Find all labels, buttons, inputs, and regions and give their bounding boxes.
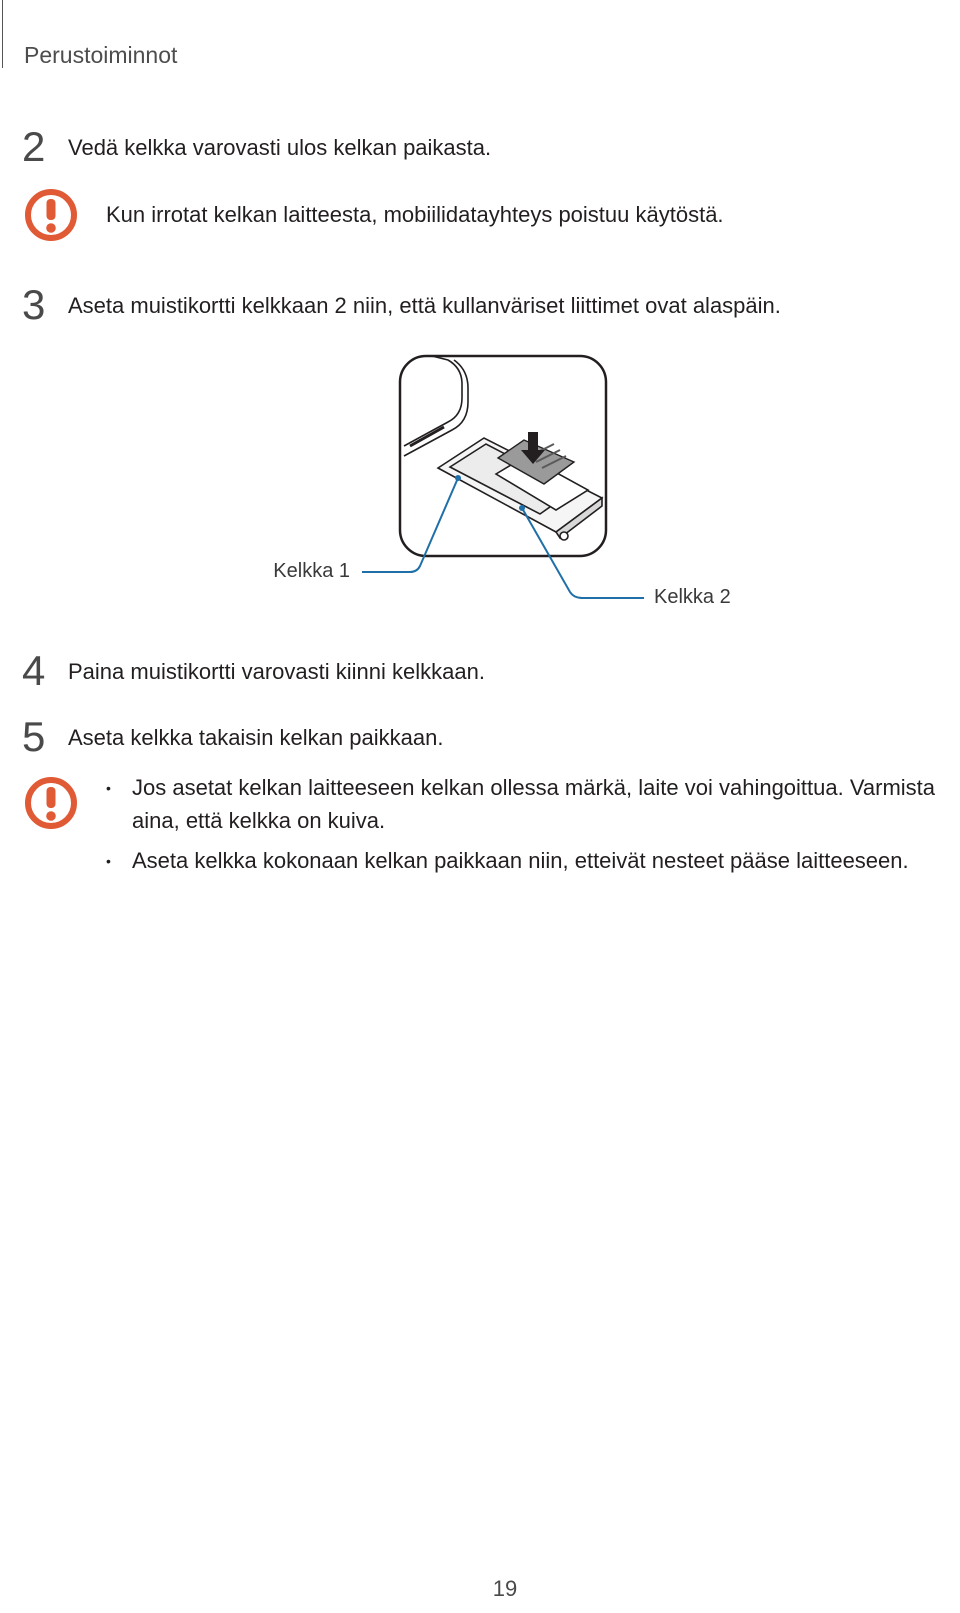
page-number: 19 [492, 1576, 518, 1601]
step-number: 5 [22, 713, 46, 760]
step-number: 4 [22, 647, 46, 694]
step-number: 3 [22, 281, 46, 328]
bullet-marker: • [106, 780, 111, 796]
section-title: Perustoiminnot [24, 42, 178, 68]
step-number: 2 [22, 123, 46, 170]
step-text: Aseta kelkka takaisin kelkan paikkaan. [68, 725, 444, 750]
callout-kelkka-1: Kelkka 1 [273, 560, 350, 582]
caution-note-text: Kun irrotat kelkan laitteesta, mobiilidatayhteys poistuu käytöstä. [106, 202, 724, 227]
step-text: Vedä kelkka varovasti ulos kelkan paikasta. [68, 135, 492, 160]
callout-kelkka-2: Kelkka 2 [654, 586, 731, 608]
corner-rule [2, 0, 3, 68]
caution-icon [24, 188, 78, 242]
caution-icon [24, 776, 78, 830]
caution-list-item: Aseta kelkka kokonaan kelkan paikkaan niin, etteivät nesteet pääse laitteeseen. [132, 848, 909, 873]
caution-list-item: Jos asetat kelkan laitteeseen kelkan ollessa märkä, laite voi vahingoittua. Varmista aina, että kelkka on kuiva. [132, 775, 936, 833]
step-text: Paina muistikortti varovasti kiinni kelkkaan. [68, 659, 485, 684]
sim-tray-illustration [0, 340, 960, 640]
step-text: Aseta muistikortti kelkkaan 2 niin, että kullanväriset liittimet ovat alaspäin. [68, 293, 781, 318]
bullet-marker: • [106, 853, 111, 869]
